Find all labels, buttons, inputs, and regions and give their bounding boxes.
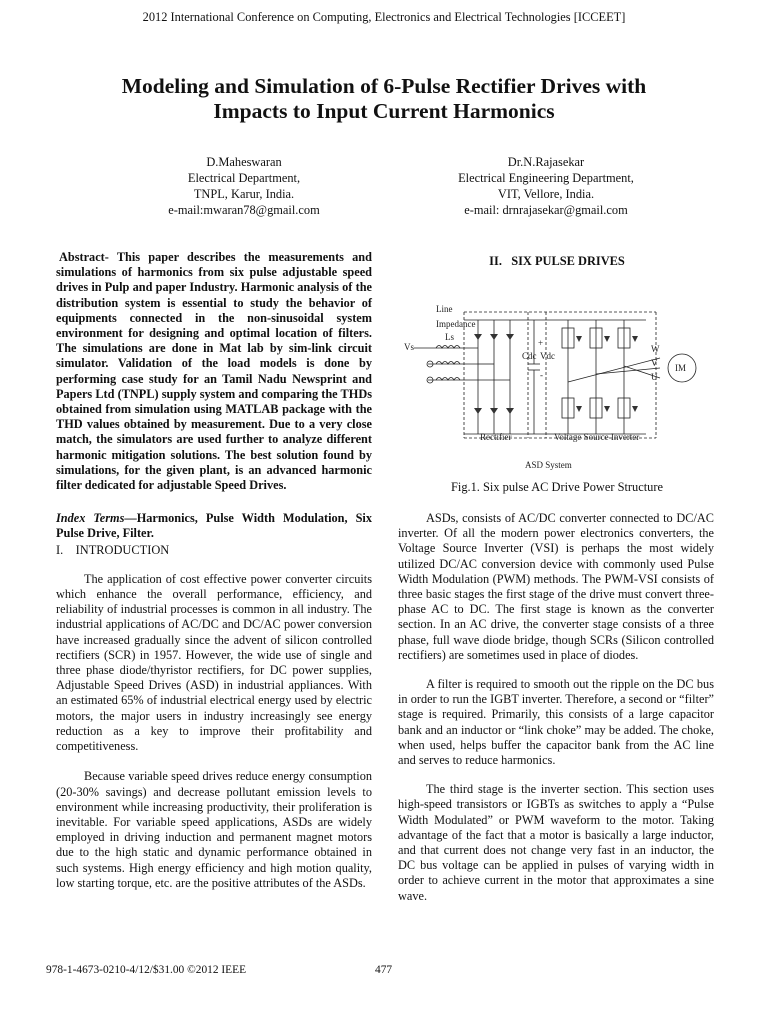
six-pulse-drive-diagram bbox=[398, 298, 718, 476]
author-dept: Electrical Department, bbox=[187, 171, 301, 185]
author-block-2 bbox=[396, 154, 696, 218]
author-org: TNPL, Karur, India. bbox=[193, 187, 295, 201]
index-terms-text: —Harmonics, Pulse Width Modulation, Six Pulse Drive, Filter. bbox=[56, 511, 372, 541]
conference-header: 2012 International Conference on Computing, Electronics and Electrical Technologies [ICCEET] bbox=[142, 10, 626, 24]
impedance-label: Impedance bbox=[436, 319, 476, 329]
motor-label: IM bbox=[675, 363, 686, 373]
vdc-label: Vdc bbox=[540, 351, 555, 361]
section-2-paragraph-2: A filter is required to smooth out the ripple on the DC bus in order to run the IGBT inverter. Therefore, a second or “filter” stage is required. Primarily, this consists of a large capacitor bank and an inductor or “link choke” may be added. The choke, when used, helps buffer the capacitor bank from the AC line and serves to reduce harmonics. bbox=[398, 677, 714, 768]
index-terms bbox=[56, 511, 372, 541]
phase-u-label: U bbox=[651, 372, 658, 382]
abstract: Abstract- This paper describes the measurements and simulations of harmonics from six pulse adjustable speed drives in Pulp and paper Industry. Harmonic analysis of the distribution system is essential to study the behavior of equipments connected in the non-sinusoidal system environment for designing and optimal location of filters. The simulations are done in Mat lab by sim-link circuit simulator. Validation of the load models is done by performing case study for an Tamil Nadu Newsprint and Papers Ltd (TNPL) supply system and comparing the THDs obtained from simulation using MATLAB package with the THD values obtained by measurement. Due to a very close match, the simulators are used further to analyze different harmonic mitigation solutions. The best solution found by simulations, for the given plant, is an advanced harmonic filter dedicated for adjustable Speed Drives. bbox=[56, 250, 372, 493]
asd-system-label: ASD System bbox=[525, 460, 572, 470]
section-2-heading: II. SIX PULSE DRIVES bbox=[489, 254, 625, 268]
author-name: Dr.N.Rajasekar bbox=[507, 155, 585, 169]
intro-paragraph-1: The application of cost effective power converter circuits which enhance the overall performance, efficiency, and reliability of industrial processes is common in all industry. The industrial applications of AC/DC and DC/AC power conversion have increased gradually since the advent of silicon controlled rectifiers (SCR) in 1957. However, the wide use of single and three phase diode/thyristor rectifiers, for DC power supplies, Adjustable Speed Drives (ASD) in industrial appliances. With an estimated 65% of industrial electrical energy used by electric motors, the major users in industry increasingly see energy reduction as a key to improve their profitability and competitiveness. bbox=[56, 571, 372, 754]
right-column bbox=[398, 511, 714, 904]
page-number: 477 bbox=[375, 964, 393, 976]
cdc-label: Cdc bbox=[522, 351, 537, 361]
left-column bbox=[56, 250, 372, 891]
paper-title bbox=[40, 74, 728, 124]
section-1-heading: I. INTRODUCTION bbox=[56, 542, 170, 557]
rectifier-label: Rectifier bbox=[480, 432, 512, 442]
author-email: e-mail:mwaran78@gmail.com bbox=[168, 203, 320, 217]
dc-minus-label: - bbox=[540, 370, 543, 380]
intro-paragraph-2: Because variable speed drives reduce energy consumption (20-30% savings) and decrease pollutant emission levels to environment while increasing productivity, their proliferation is inevitable. For variable speed applications, ASDs are widely employed in driving induction and permanent magnet motors due to the high static and dynamic performance obtained in such systems. High energy efficiency and high motion quality, low starting torque, etc. are the positive attributes of the ASDs. bbox=[56, 769, 372, 890]
title-line-2: Impacts to Input Current Harmonics bbox=[213, 99, 555, 123]
section-2-paragraph-3: The third stage is the inverter section. This section uses high-speed transistors or IGBTs as switches to apply a “Pulse Width Modulated” or PWM waveform to the motor. Taking advantage of the fact that a motor is basically a large inductor, and that current does not change very fast in an inductor, the DC bus voltage can be applied in pulses of varying width in order to achieve current in the motor that approximates a sine wave. bbox=[398, 782, 714, 903]
author-org: VIT, Vellore, India. bbox=[497, 187, 595, 201]
dc-plus-label: + bbox=[538, 338, 544, 348]
section-2-paragraph-1: ASDs, consists of AC/DC converter connected to DC/AC inverter. Of all the modern power electronics converters, the Voltage Source Inverter (VSI) is perhaps the most widely utilized DC/AC conversion device with commonly used Pulse Width Modulation (PWM) methods. The PWM-VSI consists of three basic stages the first stage of the drive must convert three-phase AC to DC. The first stage is known as the converter section. In an AC drive, the converter stage consists of a three phase, full wave diode bridge, though SCRs (Silicon controlled rectifiers) are sometimes used in place of diodes. bbox=[398, 511, 714, 662]
inverter-label: Voltage Source Inverter bbox=[554, 432, 640, 442]
index-terms-label: Index Terms bbox=[56, 511, 125, 526]
ls-label: Ls bbox=[445, 332, 454, 342]
phase-w-label: W bbox=[651, 344, 660, 354]
figure-caption: Fig.1. Six pulse AC Drive Power Structure bbox=[450, 480, 663, 494]
author-email: e-mail: drnrajasekar@gmail.com bbox=[464, 203, 628, 217]
author-dept: Electrical Engineering Department, bbox=[458, 171, 634, 185]
author-block-1 bbox=[94, 154, 394, 218]
line-label: Line bbox=[436, 304, 453, 314]
title-line-1: Modeling and Simulation of 6-Pulse Rectifier Drives with bbox=[121, 74, 647, 98]
copyright-footer: 978-1-4673-0210-4/12/$31.00 ©2012 IEEE bbox=[46, 964, 247, 976]
phase-v-label: V bbox=[651, 358, 658, 368]
author-name: D.Maheswaran bbox=[206, 155, 282, 169]
vs-label: Vs bbox=[404, 342, 415, 352]
